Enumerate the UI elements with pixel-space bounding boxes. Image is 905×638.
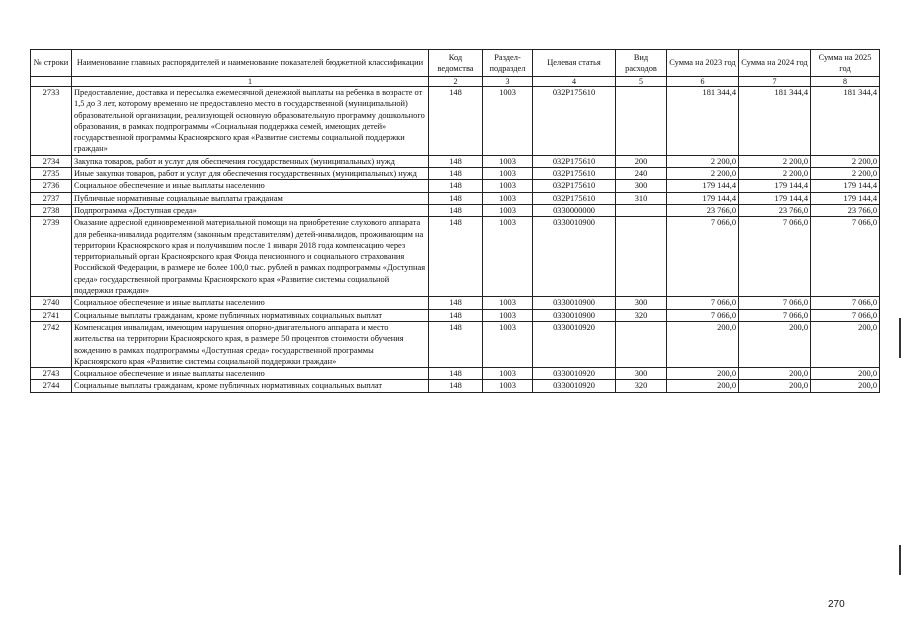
row-expense-type: 200 bbox=[616, 155, 667, 167]
row-name: Социальное обеспечение и иные выплаты населению bbox=[72, 368, 429, 380]
row-expense-type: 300 bbox=[616, 297, 667, 309]
row-sum-2025: 181 344,4 bbox=[811, 87, 880, 156]
row-sum-2023: 2 200,0 bbox=[667, 168, 739, 180]
row-number: 2741 bbox=[31, 309, 72, 321]
row-dept-code: 148 bbox=[429, 309, 483, 321]
row-dept-code: 148 bbox=[429, 204, 483, 216]
row-name: Публичные нормативные социальные выплаты гражданам bbox=[72, 192, 429, 204]
column-number: 2 bbox=[429, 77, 483, 87]
table-row bbox=[31, 180, 880, 192]
column-number: 6 bbox=[667, 77, 739, 87]
column-number: 4 bbox=[533, 77, 616, 87]
row-name: Предоставление, доставка и пересылка ежемесячной денежной выплаты на ребенка в возрасте от 1,5 до 3 лет, которому временно не предоставлено место в государственной (муниципальной) образовательной организации, реализующей основную образовательную программу дошкольного образования, в рамках подпрограммы «Социальная поддержка семей, имеющих детей» государственной программы Красноярского края «Развитие системы социальной поддержки граждан» bbox=[72, 87, 429, 156]
row-target-item: 0330010920 bbox=[533, 380, 616, 392]
table-row bbox=[31, 309, 880, 321]
row-target-item: 032Р175610 bbox=[533, 87, 616, 156]
row-name: Социальное обеспечение и иные выплаты населению bbox=[72, 180, 429, 192]
header-name: Наименование главных распорядителей и наименование показателей бюджетной классификации bbox=[72, 50, 429, 77]
row-target-item: 0330010900 bbox=[533, 309, 616, 321]
row-sum-2025: 179 144,4 bbox=[811, 192, 880, 204]
column-number bbox=[31, 77, 72, 87]
row-sum-2024: 23 766,0 bbox=[739, 204, 811, 216]
table-row bbox=[31, 380, 880, 392]
row-name: Закупка товаров, работ и услуг для обеспечения государственных (муниципальных) нужд bbox=[72, 155, 429, 167]
row-sum-2025: 200,0 bbox=[811, 380, 880, 392]
column-number: 3 bbox=[483, 77, 533, 87]
row-number: 2742 bbox=[31, 321, 72, 367]
row-dept-code: 148 bbox=[429, 87, 483, 156]
row-dept-code: 148 bbox=[429, 217, 483, 297]
row-section: 1003 bbox=[483, 192, 533, 204]
header-sum-2023: Сумма на 2023 год bbox=[667, 50, 739, 77]
column-number: 1 bbox=[72, 77, 429, 87]
row-name: Компенсация инвалидам, имеющим нарушения опорно-двигательного аппарата и место жительства на территории Красноярского края, в размере 50 процентов стоимости обучения вождению в рамках подпрограммы «Доступная среда» государственной программы Красноярского края «Развитие системы социальной поддержки граждан» bbox=[72, 321, 429, 367]
row-dept-code: 148 bbox=[429, 368, 483, 380]
row-dept-code: 148 bbox=[429, 192, 483, 204]
row-name: Социальное обеспечение и иные выплаты населению bbox=[72, 297, 429, 309]
row-sum-2025: 2 200,0 bbox=[811, 155, 880, 167]
row-dept-code: 148 bbox=[429, 180, 483, 192]
page-number: 270 bbox=[828, 599, 845, 610]
row-expense-type: 240 bbox=[616, 168, 667, 180]
table-row bbox=[31, 217, 880, 297]
row-section: 1003 bbox=[483, 321, 533, 367]
row-sum-2023: 2 200,0 bbox=[667, 155, 739, 167]
row-target-item: 0330010900 bbox=[533, 217, 616, 297]
row-sum-2025: 179 144,4 bbox=[811, 180, 880, 192]
row-sum-2024: 200,0 bbox=[739, 321, 811, 367]
row-expense-type bbox=[616, 321, 667, 367]
row-dept-code: 148 bbox=[429, 155, 483, 167]
table-row bbox=[31, 368, 880, 380]
row-sum-2025: 23 766,0 bbox=[811, 204, 880, 216]
header-target-item: Целевая статья bbox=[533, 50, 616, 77]
row-number: 2733 bbox=[31, 87, 72, 156]
row-sum-2024: 179 144,4 bbox=[739, 192, 811, 204]
row-expense-type: 300 bbox=[616, 180, 667, 192]
column-number: 7 bbox=[739, 77, 811, 87]
scan-artifact-mark bbox=[899, 318, 901, 358]
header-expense-type: Вид расходов bbox=[616, 50, 667, 77]
row-sum-2025: 2 200,0 bbox=[811, 168, 880, 180]
row-expense-type bbox=[616, 87, 667, 156]
table-row bbox=[31, 192, 880, 204]
table-row bbox=[31, 204, 880, 216]
row-number: 2738 bbox=[31, 204, 72, 216]
row-sum-2024: 7 066,0 bbox=[739, 309, 811, 321]
row-sum-2023: 181 344,4 bbox=[667, 87, 739, 156]
row-sum-2023: 200,0 bbox=[667, 321, 739, 367]
row-dept-code: 148 bbox=[429, 297, 483, 309]
header-dept-code: Код ведомства bbox=[429, 50, 483, 77]
row-sum-2024: 200,0 bbox=[739, 368, 811, 380]
row-target-item: 032Р175610 bbox=[533, 168, 616, 180]
row-section: 1003 bbox=[483, 217, 533, 297]
header-row-number: № строки bbox=[31, 50, 72, 77]
row-sum-2023: 200,0 bbox=[667, 380, 739, 392]
row-number: 2734 bbox=[31, 155, 72, 167]
header-sum-2025: Сумма на 2025 год bbox=[811, 50, 880, 77]
row-target-item: 032Р175610 bbox=[533, 155, 616, 167]
row-expense-type: 300 bbox=[616, 368, 667, 380]
row-number: 2744 bbox=[31, 380, 72, 392]
row-section: 1003 bbox=[483, 155, 533, 167]
row-number: 2739 bbox=[31, 217, 72, 297]
table-row bbox=[31, 297, 880, 309]
row-expense-type bbox=[616, 204, 667, 216]
row-expense-type: 310 bbox=[616, 192, 667, 204]
row-expense-type: 320 bbox=[616, 309, 667, 321]
row-name: Иные закупки товаров, работ и услуг для обеспечения государственных (муниципальных) нужд bbox=[72, 168, 429, 180]
row-name: Социальные выплаты гражданам, кроме публичных нормативных социальных выплат bbox=[72, 380, 429, 392]
row-section: 1003 bbox=[483, 204, 533, 216]
table-row bbox=[31, 168, 880, 180]
header-section: Раздел-подраздел bbox=[483, 50, 533, 77]
row-target-item: 0330010900 bbox=[533, 297, 616, 309]
row-sum-2024: 7 066,0 bbox=[739, 297, 811, 309]
row-number: 2735 bbox=[31, 168, 72, 180]
row-sum-2025: 200,0 bbox=[811, 321, 880, 367]
table-row bbox=[31, 87, 880, 156]
table-row bbox=[31, 155, 880, 167]
row-dept-code: 148 bbox=[429, 321, 483, 367]
row-target-item: 0330000000 bbox=[533, 204, 616, 216]
row-target-item: 032Р175610 bbox=[533, 180, 616, 192]
row-sum-2024: 181 344,4 bbox=[739, 87, 811, 156]
column-number: 8 bbox=[811, 77, 880, 87]
row-number: 2737 bbox=[31, 192, 72, 204]
header-row bbox=[31, 50, 880, 77]
row-sum-2024: 7 066,0 bbox=[739, 217, 811, 297]
row-section: 1003 bbox=[483, 380, 533, 392]
header-sum-2024: Сумма на 2024 год bbox=[739, 50, 811, 77]
row-sum-2025: 7 066,0 bbox=[811, 309, 880, 321]
row-sum-2023: 179 144,4 bbox=[667, 180, 739, 192]
row-section: 1003 bbox=[483, 309, 533, 321]
row-sum-2023: 200,0 bbox=[667, 368, 739, 380]
row-target-item: 032Р175610 bbox=[533, 192, 616, 204]
row-sum-2023: 23 766,0 bbox=[667, 204, 739, 216]
row-sum-2025: 7 066,0 bbox=[811, 297, 880, 309]
row-expense-type: 320 bbox=[616, 380, 667, 392]
row-sum-2024: 200,0 bbox=[739, 380, 811, 392]
row-sum-2024: 179 144,4 bbox=[739, 180, 811, 192]
row-sum-2023: 7 066,0 bbox=[667, 309, 739, 321]
row-name: Подпрограмма «Доступная среда» bbox=[72, 204, 429, 216]
row-section: 1003 bbox=[483, 87, 533, 156]
row-sum-2025: 7 066,0 bbox=[811, 217, 880, 297]
row-sum-2023: 179 144,4 bbox=[667, 192, 739, 204]
row-sum-2023: 7 066,0 bbox=[667, 217, 739, 297]
budget-table bbox=[30, 49, 880, 393]
row-sum-2024: 2 200,0 bbox=[739, 168, 811, 180]
row-name: Социальные выплаты гражданам, кроме публичных нормативных социальных выплат bbox=[72, 309, 429, 321]
row-number: 2736 bbox=[31, 180, 72, 192]
column-number: 5 bbox=[616, 77, 667, 87]
column-number-row bbox=[31, 77, 880, 87]
row-number: 2743 bbox=[31, 368, 72, 380]
row-name: Оказание адресной единовременной материальной помощи на приобретение слухового аппарата для ребенка-инвалида родителям (законным представителям) детей-инвалидов, проживающим на территории Красноярского края и получившим после 1 января 2018 года компенсацию через территориальный орган Красноярского края Фонда пенсионного и социального страхования Российской Федерации, в размере не более 100,0 тыс. рублей в рамках подпрограммы «Доступная среда» государственной программы Красноярского края «Развитие системы социальной поддержки граждан» bbox=[72, 217, 429, 297]
row-dept-code: 148 bbox=[429, 380, 483, 392]
row-section: 1003 bbox=[483, 297, 533, 309]
row-section: 1003 bbox=[483, 368, 533, 380]
row-dept-code: 148 bbox=[429, 168, 483, 180]
table-row bbox=[31, 321, 880, 367]
row-sum-2025: 200,0 bbox=[811, 368, 880, 380]
row-section: 1003 bbox=[483, 168, 533, 180]
row-target-item: 0330010920 bbox=[533, 368, 616, 380]
row-sum-2024: 2 200,0 bbox=[739, 155, 811, 167]
row-target-item: 0330010920 bbox=[533, 321, 616, 367]
row-section: 1003 bbox=[483, 180, 533, 192]
row-expense-type bbox=[616, 217, 667, 297]
scan-artifact-mark bbox=[899, 545, 901, 575]
row-number: 2740 bbox=[31, 297, 72, 309]
row-sum-2023: 7 066,0 bbox=[667, 297, 739, 309]
